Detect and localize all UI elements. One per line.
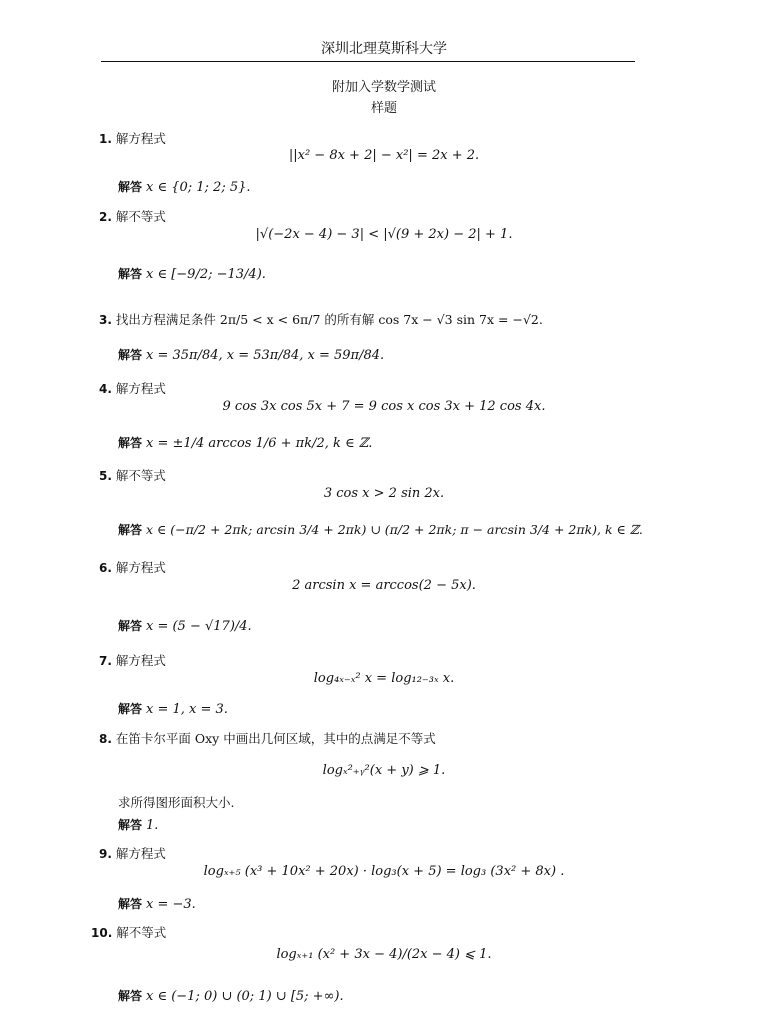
problem-5-answer bbox=[118, 522, 643, 537]
problem-task: 解不等式 bbox=[115, 468, 166, 483]
problem-9-heading bbox=[99, 846, 166, 861]
answer-label: 解答 bbox=[118, 989, 143, 1003]
problem-2-formula: |√(−2x − 4) − 3| < |√(9 + 2x) − 2| + 1. bbox=[255, 227, 513, 242]
answer-label: 解答 bbox=[118, 818, 143, 832]
problem-10-answer bbox=[118, 988, 344, 1005]
problem-4-heading bbox=[99, 381, 166, 396]
problem-8-answer bbox=[118, 817, 158, 834]
problem-task: 解方程式 bbox=[115, 381, 166, 396]
answer-label: 解答 bbox=[118, 897, 143, 911]
answer-value: x = ±1/4 arccos 1/6 + πk/2, k ∈ ℤ. bbox=[146, 436, 373, 451]
answer-label: 解答 bbox=[118, 436, 143, 450]
problem-9-formula: logₓ₊₅ (x³ + 10x² + 20x) · log₃(x + 5) = log₃ (3x² + 8x) . bbox=[203, 864, 565, 879]
problem-number: 3. bbox=[99, 313, 112, 327]
problem-3-heading bbox=[99, 312, 543, 327]
problem-number: 4. bbox=[99, 382, 112, 396]
problem-1-answer bbox=[118, 179, 251, 196]
problem-5-heading bbox=[99, 468, 166, 483]
answer-value: 1. bbox=[146, 818, 159, 833]
problem-8-formula: logₓ²₊ᵧ²(x + y) ⩾ 1. bbox=[322, 763, 446, 778]
answer-value: x = −3. bbox=[146, 897, 196, 912]
problem-number: 5. bbox=[99, 469, 112, 483]
problem-1-formula: ||x² − 8x + 2| − x²| = 2x + 2. bbox=[288, 148, 480, 163]
problem-5-formula: 3 cos x > 2 sin 2x. bbox=[323, 486, 445, 501]
problem-number: 7. bbox=[99, 654, 112, 668]
answer-value: x ∈ (−π/2 + 2πk; arcsin 3/4 + 2πk) ∪ (π/2 + 2πk; π − arcsin 3/4 + 2πk), k ∈ ℤ. bbox=[146, 522, 643, 537]
problem-task: 解不等式 bbox=[115, 209, 166, 224]
answer-label: 解答 bbox=[118, 702, 143, 716]
problem-4-formula: 9 cos 3x cos 5x + 7 = 9 cos x cos 3x + 12 cos 4x. bbox=[222, 399, 546, 414]
problem-number: 6. bbox=[99, 561, 112, 575]
problem-task: 解方程式 bbox=[115, 653, 166, 668]
problem-7-formula: log₄ₓ₋ₓ² x = log₁₂₋₃ₓ x. bbox=[313, 671, 455, 686]
problem-task: 解方程式 bbox=[115, 560, 166, 575]
problem-8-heading bbox=[99, 731, 436, 746]
problem-7-answer bbox=[118, 701, 228, 718]
problem-task: 找出方程满足条件 2π/5 < x < 6π/7 的所有解 cos 7x − √3 sin 7x = −√2. bbox=[115, 312, 543, 327]
answer-label: 解答 bbox=[118, 180, 143, 194]
problem-2-answer bbox=[118, 266, 266, 283]
document-subtitle: 样题 bbox=[370, 101, 397, 116]
problem-10-heading bbox=[91, 925, 166, 940]
problem-1-heading bbox=[99, 131, 166, 146]
problem-task: 解方程式 bbox=[115, 131, 166, 146]
problem-number: 2. bbox=[99, 210, 112, 224]
problem-8-note: 求所得图形面积大小. bbox=[118, 795, 235, 810]
answer-value: x = 1, x = 3. bbox=[146, 702, 228, 717]
document-title: 附加入学数学测试 bbox=[331, 80, 436, 95]
problem-4-answer bbox=[118, 435, 372, 452]
problem-10-formula: logₓ₊₁ (x² + 3x − 4)/(2x − 4) ⩽ 1. bbox=[276, 947, 492, 962]
problem-task: 在笛卡尔平面 Oxy 中画出几何区域，其中的点满足不等式 bbox=[115, 731, 436, 746]
answer-value: x = (5 − √17)/4. bbox=[146, 619, 252, 634]
problem-number: 9. bbox=[99, 847, 112, 861]
problem-number: 8. bbox=[99, 732, 112, 746]
problem-6-formula: 2 arcsin x = arccos(2 − 5x). bbox=[292, 578, 476, 593]
answer-value: x ∈ (−1; 0) ∪ (0; 1) ∪ [5; +∞). bbox=[146, 989, 344, 1004]
answer-value: x ∈ [−9/2; −13/4). bbox=[146, 267, 266, 282]
header-rule bbox=[101, 61, 635, 62]
answer-value: x = 35π/84, x = 53π/84, x = 59π/84. bbox=[146, 348, 385, 363]
problem-2-heading bbox=[99, 209, 166, 224]
problem-6-answer bbox=[118, 618, 252, 635]
answer-label: 解答 bbox=[118, 619, 143, 633]
problem-3-answer bbox=[118, 347, 384, 364]
problem-number: 10. bbox=[91, 926, 113, 940]
university-header: 深圳北理莫斯科大学 bbox=[321, 41, 447, 57]
answer-label: 解答 bbox=[118, 523, 143, 537]
answer-label: 解答 bbox=[118, 348, 143, 362]
problem-task: 解不等式 bbox=[116, 925, 167, 940]
problem-number: 1. bbox=[99, 132, 112, 146]
problem-task: 解方程式 bbox=[115, 846, 166, 861]
problem-9-answer bbox=[118, 896, 196, 913]
problem-6-heading bbox=[99, 560, 166, 575]
answer-value: x ∈ {0; 1; 2; 5}. bbox=[146, 180, 251, 195]
problem-7-heading bbox=[99, 653, 166, 668]
answer-label: 解答 bbox=[118, 267, 143, 281]
